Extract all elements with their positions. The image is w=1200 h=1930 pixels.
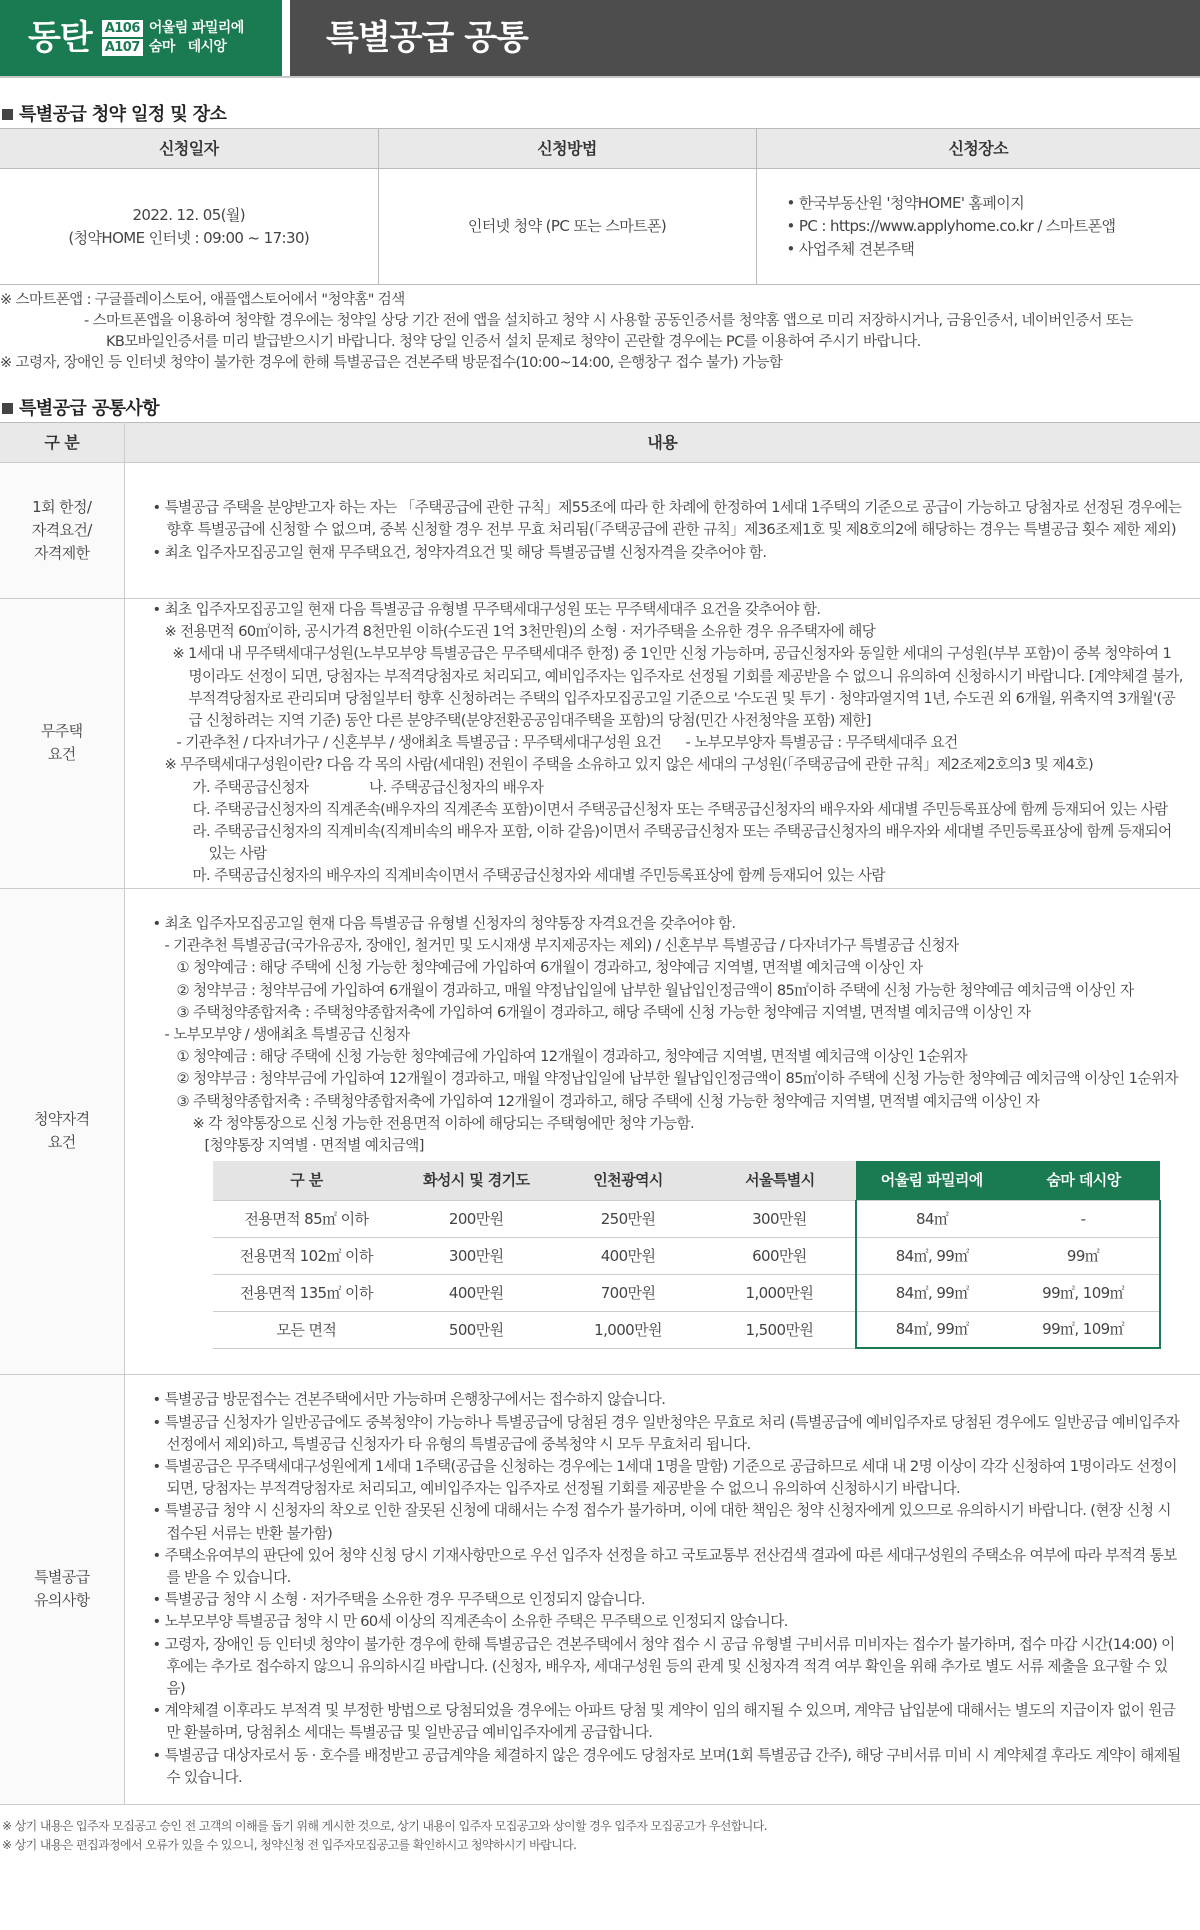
brand-name-a: 어울림 파밀리에: [148, 20, 244, 36]
schedule-place-cell: [756, 169, 1200, 285]
note-line: - 스마트폰앱을 이용하여 청약할 경우에는 청약일 상당 기간 전에 앱을 설치하고 청약 시 사용할 공동인증서를 청약홈 앱으로 미리 저장하시거나, 금융인증서, 네이버인증서 또는: [84, 313, 1133, 329]
schedule-header-place: 신청장소: [756, 129, 1200, 169]
schedule-method: 인터넷 청약 (PC 또는 스마트폰): [378, 169, 756, 285]
row-label: 청약자격 요건: [0, 888, 124, 1374]
schedule-notes: [0, 290, 1200, 374]
row-one-time-limit: [0, 463, 1200, 599]
schedule-header-method: 신청방법: [378, 129, 756, 169]
schedule-section-title: 특별공급 청약 일정 및 장소: [0, 100, 1200, 128]
page-header: [0, 0, 1200, 78]
brand-main-text: 동탄: [28, 17, 92, 58]
brand-codes: [102, 20, 143, 56]
common-table: [0, 422, 1200, 1805]
footer-line: ※ 상기 내용은 입주자 모집공고 승인 전 고객의 이해를 돕기 위해 게시한 것으로, 상기 내용이 입주자 모집공고와 상이할 경우 입주자 모집공고가 우선합니다.: [2, 1818, 767, 1833]
note-line: ※ 스마트폰앱 : 구글플레이스토어, 애플앱스토어에서 "청약홈" 검색: [0, 292, 405, 308]
footer-notes: [0, 1817, 1200, 1855]
deposit-header-highlight: 숨마 데시앙: [1008, 1161, 1160, 1200]
schedule-header-date: 신청일자: [0, 129, 378, 169]
brand-code-a106: A106: [102, 20, 143, 37]
row-homeless-requirement: [0, 599, 1200, 889]
square-bullet-icon: [2, 109, 13, 120]
common-header-content: 내용: [124, 423, 1200, 463]
footer-line: ※ 상기 내용은 편집과정에서 오류가 있을 수 있으니, 청약신청 전 입주자모집공고를 확인하시고 청약하시기 바랍니다.: [2, 1837, 577, 1852]
row-label: 특별공급 유의사항: [0, 1374, 124, 1804]
deposit-row: 모든 면적 500만원 1,000만원 1,500만원 84㎡, 99㎡ 99㎡, 109㎡: [213, 1311, 1160, 1348]
row-savings-qualification: [0, 888, 1200, 1374]
note-line: KB모바일인증서를 미리 발급받으시기 바랍니다. 청약 당일 인증서 설치 문제로 청약이 곤란할 경우에는 PC를 이용하여 주시기 바랍니다.: [106, 334, 921, 350]
schedule-date-cell: [0, 169, 378, 285]
common-section-title: 특별공급 공통사항: [0, 394, 1200, 422]
row-special-supply-notes: [0, 1374, 1200, 1804]
brand-name-b: 숨마 데시앙: [148, 39, 227, 55]
schedule-table: [0, 128, 1200, 285]
row-content: • 최초 입주자모집공고일 현재 다음 특별공급 유형별 무주택세대구성원 또는 무주택세대주 요건을 갖추어야 함. ※ 전용면적 60㎡이하, 공시가격 8천만원 이하(수도권 1억 3천만원)의 소형 · 저가주택을 소유한 경우 유주택자에 해당 ※ 1세대 내 무주택세대구성원(노부모부양 특별공급은 무주택세대주 한정) 중 1인만 신청 가능하며, 공급신청자와 동일한 세대의 구성원(부부 포함)이 중복 청약하여 1명이라도 선정이 되면, 당첨자는 부적격당첨자로 처리되고, 예비입주자는 입주자로 선정될 기회를 제공받을 수 없으니 유의하여 신청하시기 바랍니다. [계약체결 불가, 부적격당첨자로 관리되며 당첨일부터 향후 신청하려는 주택의 입주자모집공고일 기준으로 '수도권 및 투기 · 청약과열지역 1년, 수도권 외 6개월, 위축지역 3개월'(공급 신청하려는 지역 기준) 동안 다른 분양주택(분양전환공공임대주택을 포함)의 당첨(민간 사전청약을 포함) 제한] - 기관추천 / 다자녀가구 / 신혼부부 / 생애최초 특별공급 : 무주택세대구성원 요건 - 노부모부양자 특별공급 : 무주택세대주 요건 ※ 무주택세대구성원이란? 다음 각 목의 사람(세대원) 전원이 주택을 소유하고 있지 않은 세대의 구성원(「주택공급에 관한 규칙」제2조제2호의3 및 제4호) 가. 주택공급신청자 나. 주택공급신청자의 배우자 다. 주택공급신청자의 직계존속(배우자의 직계존속 포함)이면서 주택공급신청자 또는 주택공급신청자의 배우자와 세대별 주민등록표상에 함께 등재되어 있는 사람 라. 주택공급신청자의 직계비속(직계비속의 배우자 포함, 이하 같음)이면서 주택공급신청자 또는 주택공급신청자의 배우자와 세대별 주민등록표상에 함께 등재되어 있는 사람 마. 주택공급신청자의 배우자의 직계비속이면서 주택공급신청자와 세대별 주민등록표상에 함께 등재되어 있는 사람: [124, 599, 1200, 889]
square-bullet-icon: [2, 403, 13, 414]
place-item: • 사업주체 견본주택: [787, 238, 1200, 261]
place-item-url[interactable]: • PC : https://www.applyhome.co.kr / 스마트폰앱: [787, 215, 1200, 238]
deposit-row: 전용면적 85㎡ 이하 200만원 250만원 300만원 84㎡ -: [213, 1200, 1160, 1237]
deposit-header-highlight: 어울림 파밀리에: [856, 1161, 1008, 1200]
deposit-table: [213, 1161, 1161, 1349]
schedule-date: 2022. 12. 05(월): [132, 206, 246, 224]
row-content: • 특별공급 방문접수는 견본주택에서만 가능하며 은행창구에서는 접수하지 않습니다. • 특별공급 신청자가 일반공급에도 중복청약이 가능하나 특별공급에 당첨된 경우 일반청약은 무효로 처리 (특별공급에 예비입주자로 당첨된 경우에도 일반공급 예비입주자 선정에서 제외)하고, 특별공급 신청자가 타 유형의 특별공급에 중복청약 시 모두 무효처리 됩니다. • 특별공급은 무주택세대구성원에게 1세대 1주택(공급을 신청하는 경우에는 1세대 1명을 말함) 기준으로 공급하므로 세대 내 2명 이상이 각각 신청하여 1명이라도 선정이 되면, 당첨자는 부적격당첨자로 처리되고, 예비입주자는 입주자로 선정될 기회를 제공받을 수 없으니 유의하여 신청하시기 바랍니다. • 특별공급 청약 시 신청자의 착오로 인한 잘못된 신청에 대해서는 수정 접수가 불가하며, 이에 대한 책임은 청약 신청자에게 있으므로 유의하시기 바랍니다. (현장 신청 시 접수된 서류는 반환 불가함) • 주택소유여부의 판단에 있어 청약 신청 당시 기재사항만으로 우선 입주자 선정을 하고 국토교통부 전산검색 결과에 따른 세대구성원의 주택소유 여부에 따라 부적격 통보를 받을 수 있습니다. • 특별공급 청약 시 소형 · 저가주택을 소유한 경우 무주택으로 인정되지 않습니다. • 노부모부양 특별공급 청약 시 만 60세 이상의 직계존속이 소유한 주택은 무주택으로 인정되지 않습니다. • 고령자, 장애인 등 인터넷 청약이 불가한 경우에 한해 특별공급은 견본주택에서 청약 접수 시 공급 유형별 구비서류 미비자는 접수가 불가하며, 접수 마감 시간(14:00) 이후에는 추가로 접수하지 않으니 유의하시길 바랍니다. (신청자, 배우자, 세대구성원 등의 관계 및 신청자격 적격 여부 확인을 위해 추가로 별도 서류 제출을 요구할 수 있음) • 계약체결 이후라도 부적격 및 부정한 방법으로 당첨되었을 경우에는 아파트 당첨 및 계약이 임의 해지될 수 있으며, 계약금 납입분에 대해서는 별도의 지급이자 없이 원금만 환불하며, 당첨취소 세대는 특별공급 및 일반공급 예비입주자에게 공급합니다. • 특별공급 대상자로서 동 · 호수를 배정받고 공급계약을 체결하지 않은 경우에도 당첨자로 보며(1회 특별공급 간주), 해당 구비서류 미비 시 계약체결 후라도 계약이 해제될 수 있습니다.: [124, 1374, 1200, 1804]
common-header-category: 구 분: [0, 423, 124, 463]
page-title: 특별공급 공통: [326, 17, 528, 58]
brand-complex-names: [149, 19, 244, 57]
deposit-row: 전용면적 102㎡ 이하 300만원 400만원 600만원 84㎡, 99㎡ 99㎡: [213, 1237, 1160, 1274]
row-content: • 특별공급 주택을 분양받고자 하는 자는 「주택공급에 관한 규칙」제55조에 따라 한 차례에 한정하여 1세대 1주택의 기준으로 공급이 가능하고 당첨자로 선정된 경우에는 향후 특별공급에 신청할 수 없으며, 중복 신청할 경우 전부 무효 처리됨(「주택공급에 관한 규칙」제36조제1호 및 제8호의2에 해당하는 경우는 특별공급 횟수 제한 제외) • 최초 입주자모집공고일 현재 무주택요건, 청약자격요건 및 해당 특별공급별 신청자격을 갖추어야 함.: [124, 463, 1200, 599]
place-item: • 한국부동산원 '청약HOME' 홈페이지: [787, 192, 1200, 215]
brand-code-a107: A107: [102, 39, 143, 56]
brand-logo: [0, 0, 282, 76]
note-line: ※ 고령자, 장애인 등 인터넷 청약이 불가한 경우에 한해 특별공급은 견본주택 방문접수(10:00~14:00, 은행창구 접수 불가) 가능함: [0, 355, 783, 371]
deposit-header: 화성시 및 경기도: [400, 1161, 552, 1200]
deposit-header: 구 분: [213, 1161, 401, 1200]
row-label: 무주택 요건: [0, 599, 124, 889]
row-label: 1회 한정/ 자격요건/ 자격제한: [0, 463, 124, 599]
deposit-row: 전용면적 135㎡ 이하 400만원 700만원 1,000만원 84㎡, 99㎡ 99㎡, 109㎡: [213, 1274, 1160, 1311]
title-bar: [290, 0, 1200, 76]
row-content: • 최초 입주자모집공고일 현재 다음 특별공급 유형별 신청자의 청약통장 자격요건을 갖추어야 함. - 기관추천 특별공급(국가유공자, 장애인, 철거민 및 도시재생 부지제공자는 제외) / 신혼부부 특별공급 / 다자녀가구 특별공급 신청자 ① 청약예금 : 해당 주택에 신청 가능한 청약예금에 가입하여 6개월이 경과하고, 청약예금 지역별, 면적별 예치금액 이상인 자 ② 청약부금 : 청약부금에 가입하여 6개월이 경과하고, 매월 약정납입일에 납부한 월납입인정금액이 85㎡이하 주택에 신청 가능한 청약예금 예치금액 이상인 자 ③ 주택청약종합저축 : 주택청약종합저축에 가입하여 6개월이 경과하고, 해당 주택에 신청 가능한 청약예금 지역별, 면적별 예치금액 이상인 자 - 노부모부양 / 생애최초 특별공급 신청자 ① 청약예금 : 해당 주택에 신청 가능한 청약예금에 가입하여 12개월이 경과하고, 청약예금 지역별, 면적별 예치금액 이상인 1순위자 ② 청약부금 : 청약부금에 가입하여 12개월이 경과하고, 매월 약정납입일에 납부한 월납입인정금액이 85㎡이하 주택에 신청 가능한 청약예금 예치금액 이상인 1순위자 ③ 주택청약종합저축 : 주택청약종합저축에 가입하여 12개월이 경과하고, 해당 주택에 신청 가능한 청약예금 지역별, 면적별 예치금액 이상인 자 ※ 각 청약통장으로 신청 가능한 전용면적 이하에 해당되는 주택형에만 청약 가능함. [청약통장 지역별 · 면적별 예치금액] 구 분 화성시 및 경기도 인천광역시 서울특별시 어울림 파밀리에 숨마 데시앙 전용면적 85㎡ 이하 200만원 250만원 300만원 84㎡ - 전용면적 102㎡ 이하 300만원 400만원 600만원 84㎡, 99㎡ 99㎡ 전용면적 135㎡ 이하 400만원 700만원 1,000만원 84㎡, 99㎡ 99㎡, 109㎡ 모든 면적 500만원 1,000만원 1,500만원 84㎡, 99㎡ 99㎡, 109㎡: [124, 888, 1200, 1374]
deposit-header: 인천광역시: [552, 1161, 704, 1200]
deposit-header: 서울특별시: [704, 1161, 856, 1200]
schedule-time: (청약HOME 인터넷 : 09:00 ~ 17:30): [68, 228, 310, 247]
